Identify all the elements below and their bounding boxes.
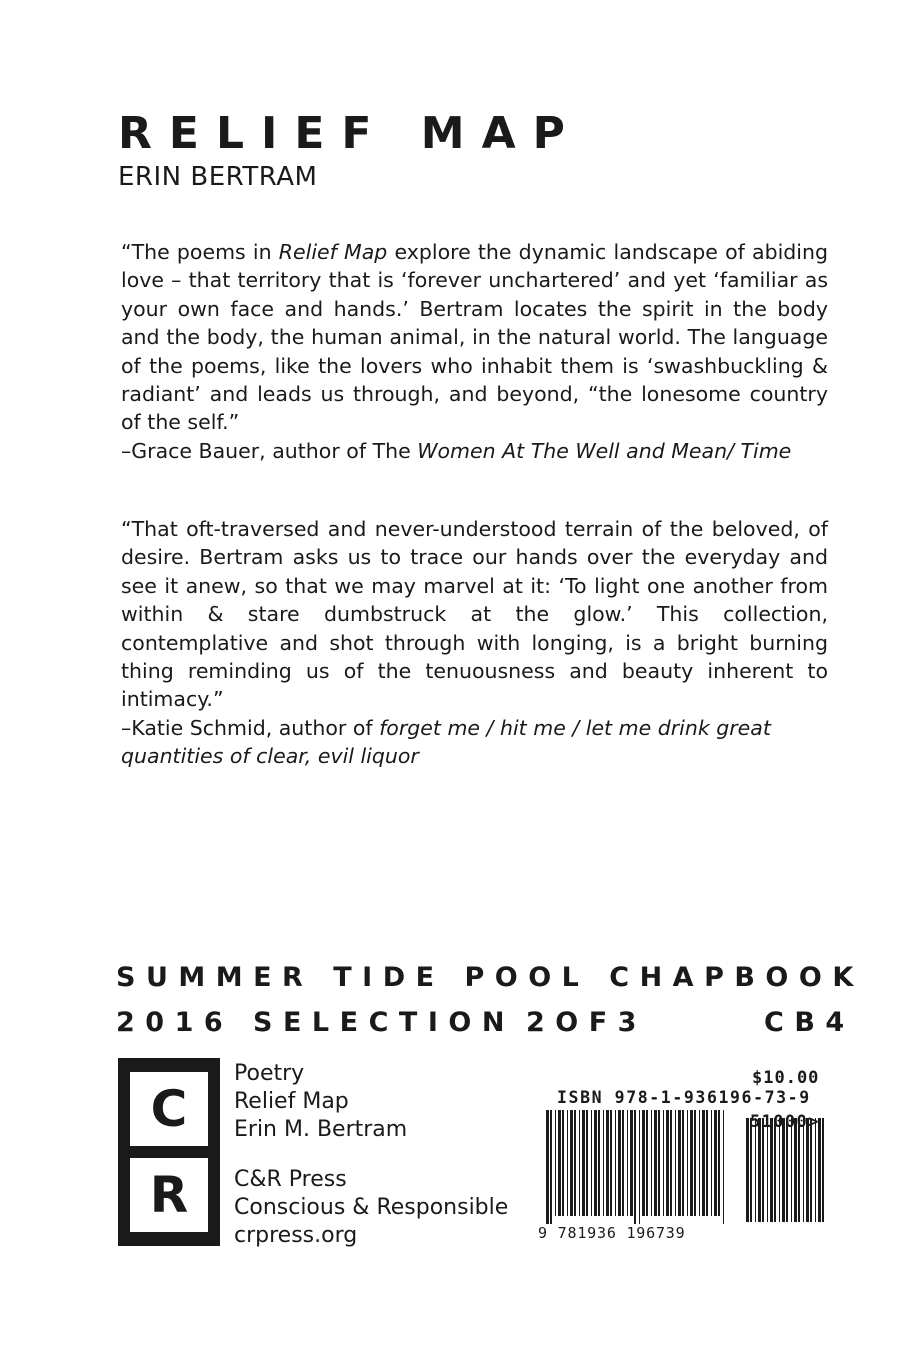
- blurb-2: [121, 515, 828, 771]
- barcode-bar: [711, 1110, 712, 1216]
- barcode-bar: [794, 1118, 797, 1222]
- barcode-bar: [746, 1118, 749, 1222]
- series-number: 2OF3: [526, 1007, 647, 1038]
- barcode-bar: [627, 1110, 628, 1216]
- barcode-bar: [758, 1118, 761, 1222]
- barcode-bar: [810, 1118, 812, 1222]
- publisher-info: [234, 1166, 508, 1250]
- barcode-bar: [630, 1110, 633, 1216]
- barcode-bar: [586, 1110, 588, 1216]
- publisher-website: crpress.org: [234, 1223, 358, 1248]
- series-year-selection: 2016 SELECTION: [116, 1007, 515, 1038]
- quote-title: Relief Map: [278, 240, 388, 264]
- blurb-1: [121, 238, 828, 465]
- barcode-bar: [594, 1110, 597, 1216]
- barcode-bar: [634, 1110, 636, 1224]
- barcode-bar: [690, 1110, 693, 1216]
- barcode: [538, 1110, 838, 1226]
- book-info: [234, 1060, 407, 1144]
- quote-text: “The poems in: [121, 240, 279, 264]
- barcode-bar: [570, 1110, 573, 1216]
- barcode-bar: [750, 1118, 752, 1222]
- barcode-bar: [682, 1110, 684, 1216]
- series-selection: [116, 1006, 855, 1040]
- barcode-bar: [615, 1110, 616, 1216]
- barcode-bar: [755, 1118, 756, 1222]
- barcode-bar: [663, 1110, 664, 1216]
- series-title: SUMMER TIDE POOL CHAPBOOK: [116, 962, 864, 993]
- logo-letter-r: R: [130, 1158, 208, 1232]
- barcode-bar: [791, 1118, 792, 1222]
- blurb-attribution: [121, 437, 828, 465]
- book-author: ERIN BERTRAM: [118, 162, 318, 192]
- attribution-text: –Katie Schmid, author of: [121, 715, 380, 740]
- barcode-bar: [803, 1118, 804, 1222]
- series-code: CB4: [764, 1007, 855, 1038]
- barcode-bar: [670, 1110, 672, 1216]
- barcode-bar: [767, 1118, 768, 1222]
- barcode-bar: [694, 1110, 696, 1216]
- info-author: Erin M. Bertram: [234, 1117, 408, 1142]
- attribution-work: forget me / hit me / let me drink great quantities of clear, evil liquor: [121, 715, 771, 769]
- barcode-bar: [558, 1110, 561, 1216]
- barcode-bar: [618, 1110, 621, 1216]
- barcode-bar: [798, 1118, 800, 1222]
- publisher-name: C&R Press: [234, 1167, 347, 1192]
- genre: Poetry: [234, 1061, 305, 1086]
- blurb-quote: [121, 238, 828, 437]
- publisher-logo: [118, 1058, 220, 1246]
- barcode-bar: [546, 1110, 549, 1224]
- barcode-bar: [779, 1118, 780, 1222]
- blurb-quote: [121, 515, 828, 714]
- barcode-bar: [639, 1110, 640, 1224]
- barcode-bar: [762, 1118, 764, 1222]
- barcode-bar: [818, 1118, 821, 1222]
- barcode-bar: [591, 1110, 592, 1216]
- barcode-bar: [675, 1110, 676, 1216]
- barcode-bar: [658, 1110, 660, 1216]
- barcode-bar: [706, 1110, 708, 1216]
- barcode-bar: [822, 1118, 824, 1222]
- price: $10.00: [752, 1068, 820, 1088]
- publisher-tagline: Conscious & Responsible: [234, 1195, 509, 1220]
- barcode-bar: [718, 1110, 720, 1216]
- barcode-bar: [606, 1110, 609, 1216]
- barcode-bar: [699, 1110, 700, 1216]
- barcode-bar: [574, 1110, 576, 1216]
- isbn: ISBN 978-1-936196-73-9: [557, 1088, 811, 1107]
- barcode-bar: [774, 1118, 776, 1222]
- attribution-work: Women At The Well and Mean/ Time: [417, 438, 792, 463]
- barcode-bar: [579, 1110, 580, 1216]
- barcode-bar: [651, 1110, 652, 1216]
- blurb-attribution: [121, 714, 828, 771]
- barcode-bar: [603, 1110, 604, 1216]
- ean-digits: 9 781936 196739: [538, 1224, 686, 1242]
- barcode-bar: [815, 1118, 816, 1222]
- barcode-bar: [723, 1110, 724, 1224]
- quote-text: “That oft-traversed and never-understood terrain of the beloved, of desire. Bertram asks us to trace our hands over the everyday and see it anew, so that we may marvel at it: ‘To light one another from within & stare dumbstruck at the glow.’ This collection, contemplative and shot through with longing, is a bright burning thing reminding us of the tenuousness and beauty inherent to intimacy.”: [121, 517, 828, 712]
- barcode-bar: [646, 1110, 648, 1216]
- barcode-bar: [610, 1110, 612, 1216]
- book-title: RELIEF MAP: [118, 108, 582, 159]
- barcode-bar: [550, 1110, 552, 1224]
- barcode-bar: [582, 1110, 585, 1216]
- barcode-bar: [702, 1110, 705, 1216]
- barcode-bar: [598, 1110, 600, 1216]
- barcode-bar: [786, 1118, 788, 1222]
- barcode-bar: [562, 1110, 564, 1216]
- quote-text: explore the dynamic landscape of abiding love – that territory that is ‘forever unchartered’ and yet ‘familiar as your own face and hands.’ Bertram locates the spirit in the body and the body, the human animal, in the natural world. The language of the poems, like the lovers who inhabit them is ‘swashbuckling & radiant’ and leads us through, and beyond, “the lonesome country of the self.”: [121, 240, 828, 435]
- barcode-bar: [770, 1118, 773, 1222]
- info-title: Relief Map: [234, 1089, 349, 1114]
- barcode-bar: [806, 1118, 809, 1222]
- barcode-bar: [567, 1110, 568, 1216]
- barcode-bar: [678, 1110, 681, 1216]
- barcode-bar: [555, 1110, 556, 1216]
- barcode-bar: [654, 1110, 657, 1216]
- barcode-bar: [687, 1110, 688, 1216]
- attribution-text: –Grace Bauer, author of The: [121, 438, 418, 463]
- barcode-bar: [622, 1110, 624, 1216]
- barcode-bar: [714, 1110, 717, 1216]
- logo-letter-c: C: [130, 1072, 208, 1146]
- barcode-bar: [666, 1110, 669, 1216]
- barcode-bar: [642, 1110, 645, 1216]
- barcode-bar: [782, 1118, 785, 1222]
